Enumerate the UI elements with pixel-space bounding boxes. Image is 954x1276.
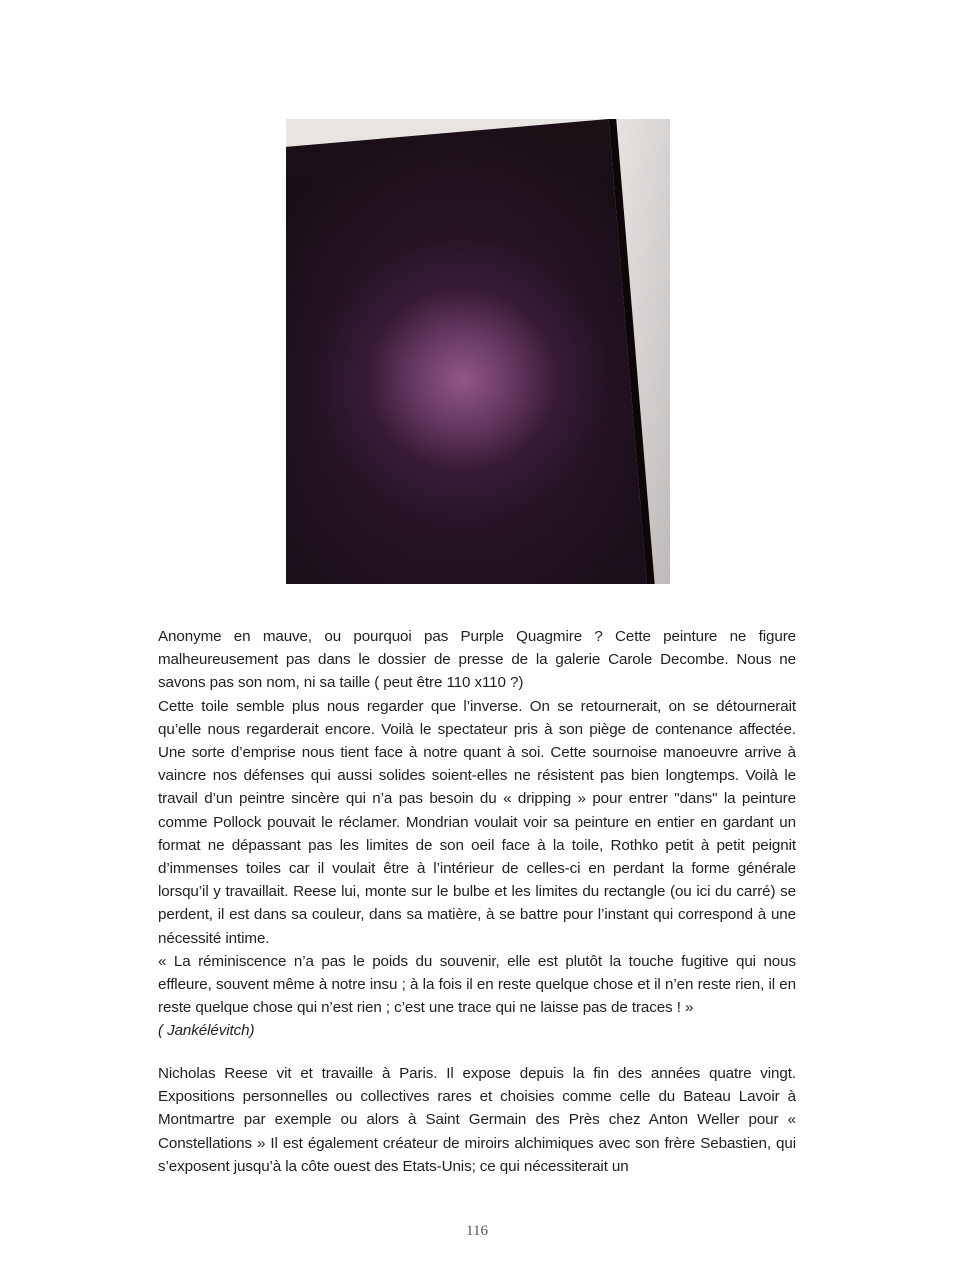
body-text-block	[158, 625, 796, 1043]
quote-paragraph: « La réminiscence n’a pas le poids du souvenir, elle est plutôt la touche fugitive qui nous effleure, souvent même à notre insu ; à la fois il en reste quelque chose et il n’en reste rien, il en reste quelque chose qui n’est rien ; c’est une trace qui ne laisse pas de traces ! »	[158, 952, 796, 1017]
paragraph-intro: Anonyme en mauve, ou pourquoi pas Purple Quagmire ? Cette peinture ne figure malheureusement pas dans le dossier de presse de la galerie Carole Decombe. Nous ne savons pas son nom, ni sa taille ( peut être 110 x110 ?)	[158, 628, 796, 692]
paragraph-biography: Nicholas Reese vit et travaille à Paris. Il expose depuis la fin des années quatre vingt. Expositions personnelles ou collectives rares et choisies comme celle du Bateau Lavoir à Montmartre par exemple ou alors à Saint Germain des Près chez Anton Weller pour « Constellations » Il est également créateur de miroirs alchimiques avec son frère Sebastien, qui s’exposent jusqu’à la côte ouest des Etats-Unis; ce qui nécessiterait un	[158, 1065, 796, 1175]
page-number: 116	[466, 1223, 488, 1239]
paragraph-analysis: Cette toile semble plus nous regarder que l’inverse. On se retournerait, on se détournerait qu’elle nous regarderait encore. Voilà le spectateur pris à son piège de contenance affectée. Une sorte d’emprise nous tient face à notre quant à soi. Cette sournoise manoeuvre arrive à vaincre nos défenses qui aussi solides soient-elles ne résistent pas bien longtemps. Voilà le travail d’un peintre sincère qui n’a pas besoin du « dripping » pour entrer "dans" la peinture comme Pollock pouvait le réclamer. Mondrian voulait voir sa peinture en entier en gardant un format ne dépassant pas les limites de son oeil face à la toile, Rothko petit à petit peignit d’immenses toiles car il voulait être à l’intérieur de celles-ci en perdant la forme générale lorsqu’il y travaillait. Reese lui, monte sur le bulbe et les limites du rectangle (ou ici du carré) se perdent, il est dans sa couleur, dans sa matière, à se battre pour l’instant qui correspond à une nécessité intime.	[158, 697, 796, 947]
biography-text-block	[158, 1062, 796, 1178]
quote-author: ( Jankélévitch)	[158, 1022, 255, 1040]
painting-photo	[286, 119, 670, 584]
purple-painting-canvas	[286, 119, 670, 584]
